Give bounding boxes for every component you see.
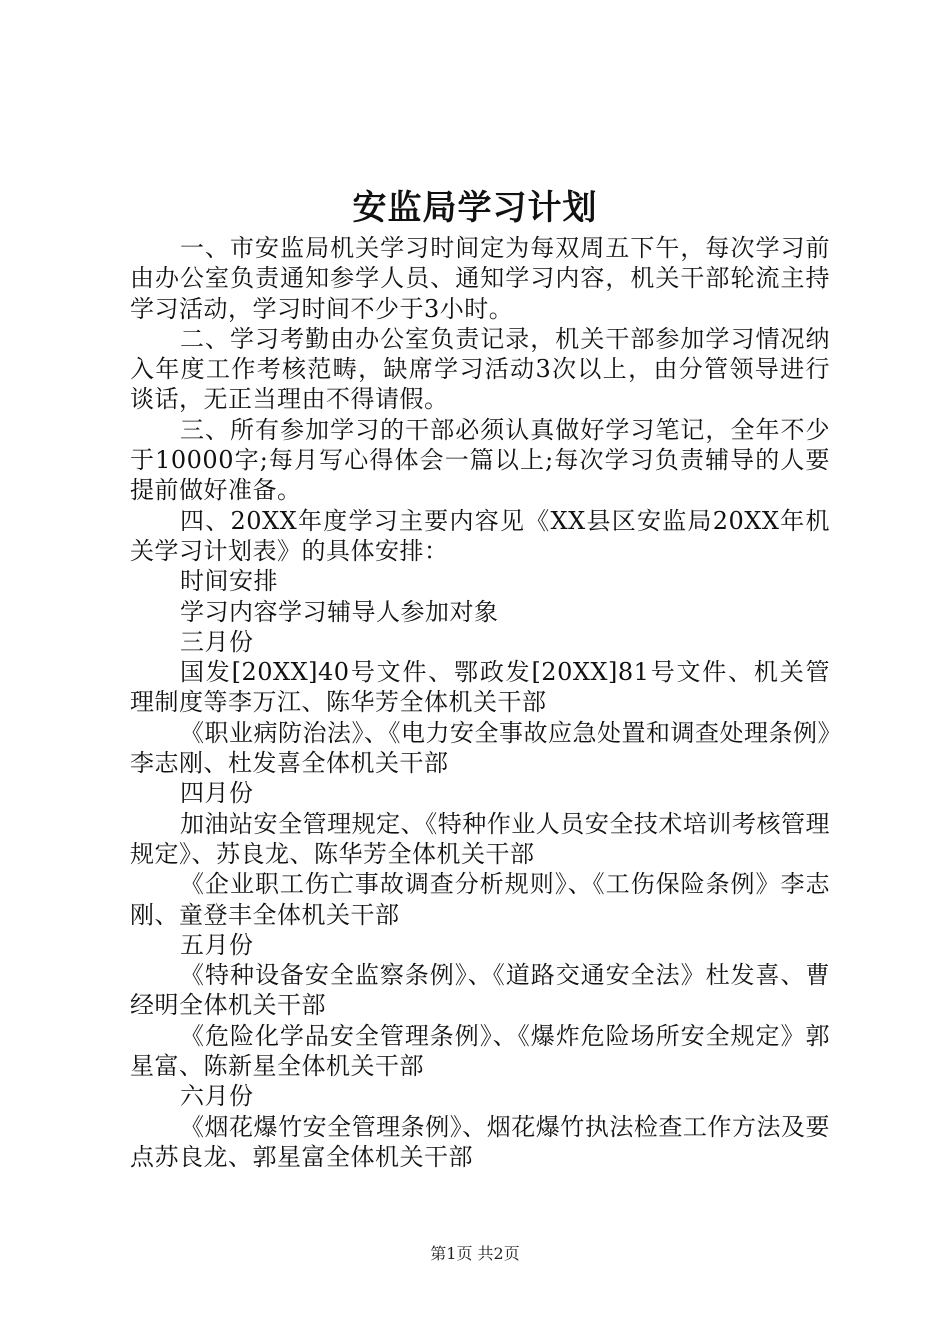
month-june: 六月份 bbox=[180, 1082, 254, 1111]
schedule-item: 《危险化学品安全管理条例》、《爆炸危险场所安全规定》郭星富、陈新星全体机关干部 bbox=[130, 1021, 830, 1081]
schedule-item: 《特种设备安全监察条例》、《道路交通安全法》杜发喜、曹经明全体机关干部 bbox=[130, 961, 830, 1020]
document-title: 安监局学习计划 bbox=[352, 188, 598, 228]
schedule-item: 《企业职工伤亡事故调查分析规则》、《工伤保险条例》李志刚、童登丰全体机关干部 bbox=[130, 870, 830, 929]
schedule-item: 《职业病防治法》、《电力安全事故应急处置和调查处理条例》李志刚、杜发喜全体机关干部 bbox=[130, 718, 830, 778]
document-body bbox=[130, 233, 830, 1172]
month-may: 五月份 bbox=[180, 930, 254, 959]
schedule-item: 加油站安全管理规定、《特种作业人员安全技术培训考核管理规定》、苏良龙、陈华芳全体机关干部 bbox=[130, 809, 830, 868]
month-march: 三月份 bbox=[180, 627, 254, 656]
schedule-item: 《烟花爆竹安全管理条例》、烟花爆竹执法检查工作方法及要点苏良龙、郭星富全体机关干部 bbox=[130, 1112, 830, 1171]
page-number-footer: 第1页 共2页 bbox=[430, 1244, 520, 1263]
schedule-item: 国发[20XX]40号文件、鄂政发[20XX]81号文件、机关管理制度等李万江、陈华芳全体机关干部 bbox=[130, 658, 830, 717]
schedule-columns: 学习内容学习辅导人参加对象 bbox=[180, 597, 499, 626]
month-april: 四月份 bbox=[180, 779, 254, 808]
paragraph-rule-2: 二、学习考勤由办公室负责记录，机关干部参加学习情况纳入年度工作考核范畴，缺席学习活动3次以上，由分管领导进行谈话，无正当理由不得请假。 bbox=[130, 324, 830, 414]
paragraph-rule-3: 三、所有参加学习的干部必须认真做好学习笔记，全年不少于10000字;每月写心得体会一篇以上;每次学习负责辅导的人要提前做好准备。 bbox=[130, 415, 830, 505]
schedule-heading: 时间安排 bbox=[180, 567, 278, 596]
paragraph-rule-4: 四、20XX年度学习主要内容见《XX县区安监局20XX年机关学习计划表》的具体安排： bbox=[130, 506, 830, 565]
paragraph-rule-1: 一、市安监局机关学习时间定为每双周五下午，每次学习前由办公室负责通知参学人员、通知学习内容，机关干部轮流主持学习活动，学习时间不少于3小时。 bbox=[130, 234, 830, 323]
